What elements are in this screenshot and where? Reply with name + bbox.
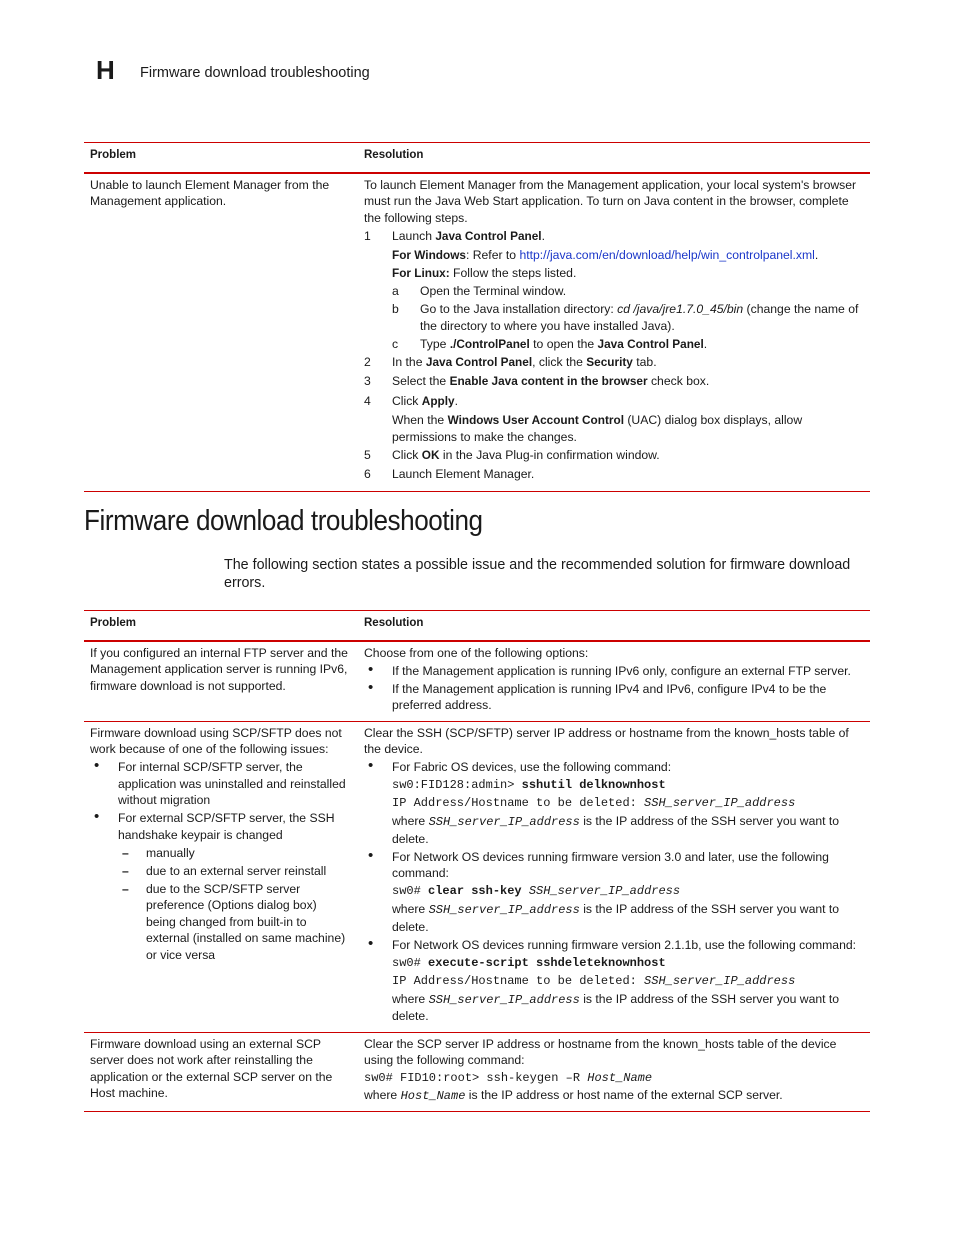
where-note bbox=[364, 1087, 864, 1105]
step-number: 3 bbox=[364, 374, 371, 388]
code-line bbox=[364, 1070, 864, 1087]
table-row bbox=[84, 721, 870, 1032]
resolution-intro: Choose from one of the following options: bbox=[364, 645, 589, 660]
step-text: check box. bbox=[647, 374, 710, 388]
resolution-cell bbox=[358, 641, 870, 722]
ui-label: Apply bbox=[421, 393, 455, 408]
resolution-intro: To launch Element Manager from the Management application, your local system's browser must run the Java Web Start application. To turn on Java content in the browser, complete the following steps. bbox=[364, 177, 857, 225]
problem-cell bbox=[84, 721, 358, 1032]
note-text: . bbox=[814, 248, 819, 262]
bullet-item: • For external SCP/SFTP server, the SSH handshake keypair is changed bbox=[90, 810, 348, 843]
step-5 bbox=[364, 447, 864, 465]
step-text: Go to the Java installation directory: bbox=[420, 302, 618, 316]
section-intro: The following section states a possible issue and the recommended solution for firmware download errors. bbox=[224, 557, 851, 591]
resolution-cell bbox=[358, 721, 870, 1032]
note-text: where bbox=[392, 814, 429, 828]
table-row bbox=[84, 173, 870, 492]
step-1 bbox=[364, 228, 864, 246]
note-text: is the IP address of the SSH server you want to delete. bbox=[392, 814, 840, 846]
windows-note bbox=[364, 247, 864, 264]
problem-cell bbox=[84, 641, 358, 722]
ui-label: Java Control Panel bbox=[425, 354, 533, 369]
code-line bbox=[364, 973, 864, 990]
java-troubleshooting-table bbox=[84, 142, 870, 492]
resolution-cell bbox=[358, 1032, 870, 1112]
code-line bbox=[364, 955, 864, 972]
problem-text: Unable to launch Element Manager from the Management application. bbox=[90, 177, 330, 208]
linux-note bbox=[364, 265, 864, 282]
substep-a bbox=[364, 283, 864, 300]
where-note bbox=[364, 813, 864, 847]
appendix-letter: H bbox=[96, 55, 115, 85]
step-text: tab. bbox=[632, 354, 657, 369]
running-header-title: Firmware download troubleshooting bbox=[140, 65, 370, 81]
step-2 bbox=[364, 354, 864, 372]
code-variable: SSH_server_IP_address bbox=[644, 796, 796, 810]
code-variable: Host_Name bbox=[587, 1071, 653, 1085]
note-text: Follow the steps listed. bbox=[449, 266, 577, 280]
ui-label: Windows User Account Control bbox=[447, 413, 624, 427]
note-text: is the IP address or host name of the external SCP server. bbox=[465, 1087, 783, 1102]
code-space bbox=[522, 884, 529, 898]
note-text: is the IP address of the SSH server you want to delete. bbox=[392, 991, 840, 1023]
code-variable: SSH_server_IP_address bbox=[428, 992, 580, 1007]
ui-label: Java Control Panel bbox=[597, 336, 704, 351]
bullet-item: • If the Management application is running IPv6 only, configure an external FTP server. bbox=[364, 663, 864, 680]
step-text: . bbox=[703, 336, 708, 351]
note-text: (UAC) dialog box displays, allow permissions to make the changes. bbox=[392, 413, 803, 444]
step-text: Click bbox=[392, 447, 422, 462]
bullet-item: • For Network OS devices running firmware version 2.1.1b, use the following command: bbox=[364, 937, 864, 954]
bullet-item: • For internal SCP/SFTP server, the application was uninstalled and reinstalled without migration bbox=[90, 759, 348, 809]
code-line bbox=[364, 883, 864, 900]
step-4-note bbox=[364, 412, 864, 445]
java-help-link[interactable]: http://java.com/en/download/help/win_controlpanel.xml bbox=[519, 248, 815, 262]
code-variable: SSH_server_IP_address bbox=[644, 973, 796, 988]
step-text: . bbox=[541, 228, 545, 243]
step-text: . bbox=[454, 393, 458, 408]
firmware-troubleshooting-table bbox=[84, 610, 870, 1112]
column-header-problem: Problem bbox=[84, 143, 358, 173]
step-number: 4 bbox=[364, 393, 371, 408]
step-text: in the Java Plug-in confirmation window. bbox=[439, 447, 660, 462]
ui-label: Security bbox=[586, 354, 633, 369]
bullet-item: • If the Management application is running IPv4 and IPv6, configure IPv4 to be the preferred address. bbox=[364, 681, 864, 714]
dash-item: – manually bbox=[90, 845, 348, 862]
step-4 bbox=[364, 393, 864, 411]
code-command: clear ssh-key bbox=[428, 884, 522, 898]
step-text: to open the bbox=[529, 336, 598, 351]
substep-b bbox=[364, 301, 864, 334]
step-text: Click bbox=[392, 393, 422, 408]
step-text: In the bbox=[392, 354, 426, 369]
code-prompt: IP Address/Hostname to be deleted: bbox=[392, 973, 645, 988]
step-number: 5 bbox=[364, 447, 371, 462]
code-prompt: sw0# bbox=[392, 884, 429, 898]
path-text: cd /java/jre1.7.0_45/bin bbox=[617, 302, 744, 316]
resolution-intro: Clear the SCP server IP address or hostname from the known_hosts table of the device using the following command: bbox=[364, 1036, 837, 1067]
resolution-cell bbox=[358, 173, 870, 492]
step-text: Launch Element Manager. bbox=[392, 467, 535, 481]
ui-label: OK bbox=[421, 447, 440, 462]
where-note bbox=[364, 901, 864, 935]
section-heading: Firmware download troubleshooting bbox=[84, 505, 483, 537]
note-text: where bbox=[392, 902, 429, 916]
step-text: Launch bbox=[392, 228, 436, 243]
resolution-intro: Clear the SSH (SCP/SFTP) server IP address or hostname from the known_hosts table of the device. bbox=[364, 725, 849, 756]
code-variable: Host_Name bbox=[400, 1088, 466, 1103]
code-variable: SSH_server_IP_address bbox=[428, 903, 580, 917]
bullet-item: • For Fabric OS devices, use the following command: bbox=[364, 759, 864, 776]
code-prompt: IP Address/Hostname to be deleted: bbox=[392, 796, 645, 810]
code-variable: SSH_server_IP_address bbox=[528, 884, 681, 898]
column-header-resolution: Resolution bbox=[358, 143, 870, 173]
note-text: where bbox=[392, 991, 429, 1006]
problem-text: If you configured an internal FTP server and the Management application server is running IPv6, firmware download is not supported. bbox=[90, 645, 348, 693]
step-text: Type bbox=[420, 336, 450, 351]
step-text: Open the Terminal window. bbox=[420, 284, 567, 298]
ui-label: Java Control Panel bbox=[435, 228, 542, 243]
step-number: 2 bbox=[364, 354, 371, 369]
step-text: Select the bbox=[392, 374, 450, 388]
note-text: where bbox=[364, 1087, 401, 1102]
table-row bbox=[84, 641, 870, 722]
step-text: (change the name of the directory to where you have installed Java). bbox=[420, 302, 859, 333]
where-note bbox=[364, 991, 864, 1025]
column-header-problem: Problem bbox=[84, 611, 358, 641]
column-header-resolution: Resolution bbox=[358, 611, 870, 641]
code-command: sw0# FID10:root> ssh-keygen –R bbox=[364, 1071, 588, 1085]
code-prompt: sw0# bbox=[392, 955, 429, 970]
note-text: When the bbox=[392, 413, 448, 427]
problem-cell bbox=[84, 1032, 358, 1112]
dash-item: – due to an external server reinstall bbox=[90, 863, 348, 880]
code-command: sshutil delknownhost bbox=[521, 778, 666, 792]
note-text: is the IP address of the SSH server you want to delete. bbox=[392, 902, 840, 934]
step-number: 1 bbox=[364, 228, 371, 243]
code-line bbox=[364, 795, 864, 812]
problem-text: Firmware download using SCP/SFTP does not work because of one of the following issues: bbox=[90, 725, 342, 756]
step-number: 6 bbox=[364, 467, 371, 481]
problem-text: Firmware download using an external SCP server does not work after reinstalling the application or the external SCP server on the Host machine. bbox=[90, 1036, 333, 1100]
code-line bbox=[364, 777, 864, 794]
problem-cell bbox=[84, 173, 358, 492]
table-row bbox=[84, 1032, 870, 1112]
bullet-item: • For Network OS devices running firmware version 3.0 and later, use the following command: bbox=[364, 849, 864, 882]
dash-item: – due to the SCP/SFTP server preference (Options dialog box) being changed from built-in to external (installed on same machine) or vice versa bbox=[90, 881, 348, 964]
substep-letter: c bbox=[392, 336, 399, 351]
substep-letter: a bbox=[392, 284, 399, 298]
step-6 bbox=[364, 466, 864, 484]
substep-c bbox=[364, 336, 864, 353]
step-text: , click the bbox=[532, 354, 587, 369]
ui-label: For Linux: bbox=[392, 266, 450, 280]
code-prompt: sw0:FID128:admin> bbox=[392, 778, 522, 792]
ui-label: Enable Java content in the browser bbox=[449, 374, 648, 388]
ui-label: For Windows bbox=[392, 248, 466, 262]
step-3 bbox=[364, 373, 864, 391]
substep-letter: b bbox=[392, 302, 399, 316]
code-command: execute-script sshdeleteknownhost bbox=[428, 955, 666, 970]
ui-label: ./ControlPanel bbox=[449, 336, 530, 351]
note-text: : Refer to bbox=[465, 248, 520, 262]
code-variable: SSH_server_IP_address bbox=[428, 815, 580, 829]
